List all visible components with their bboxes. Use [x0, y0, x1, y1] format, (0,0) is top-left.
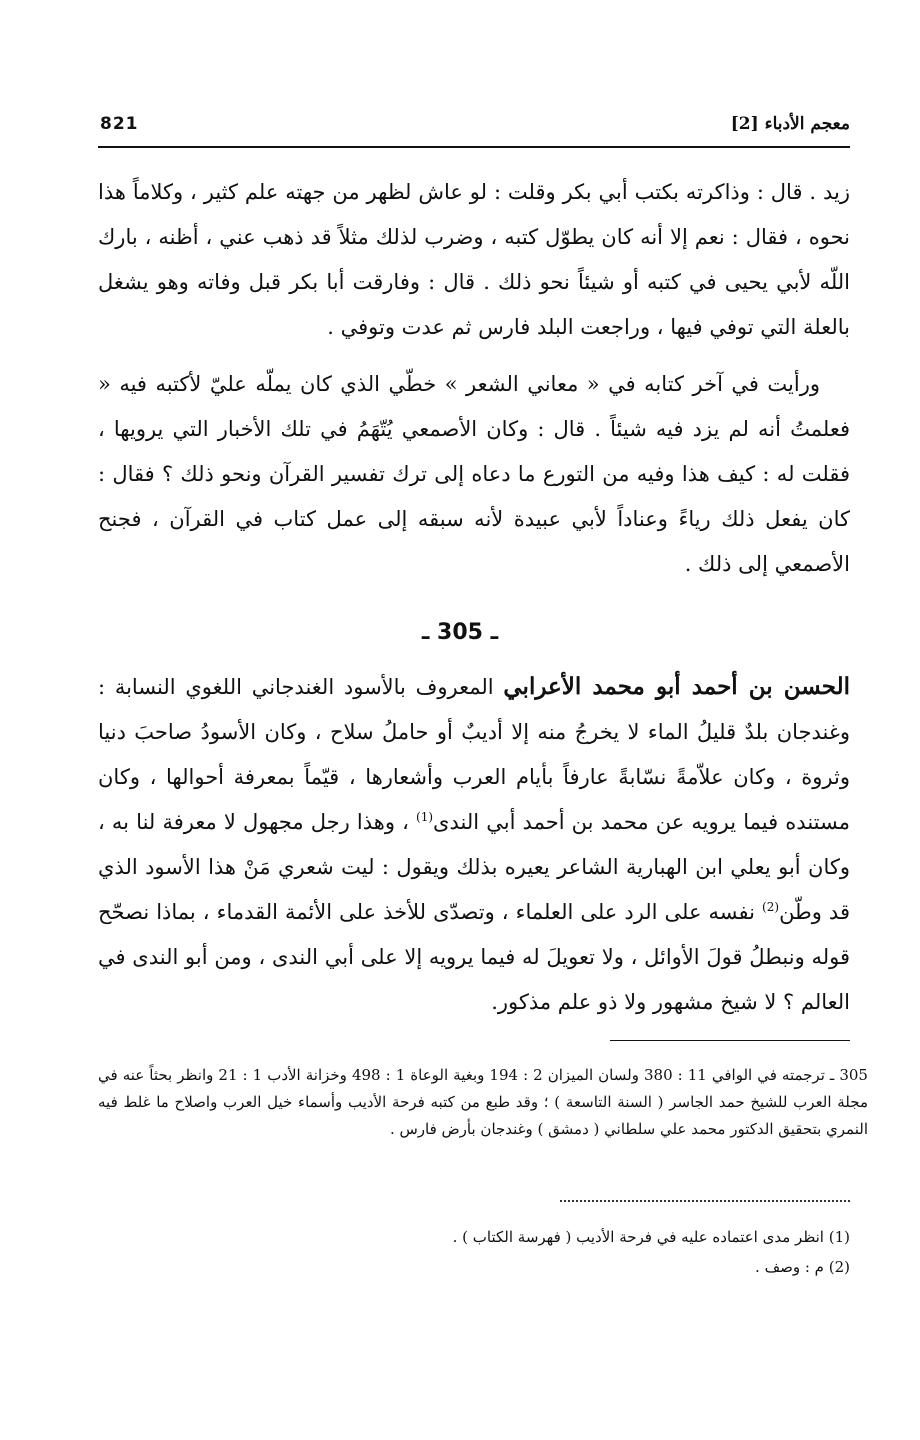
footnote-2: (2) م : وصف . [755, 1258, 850, 1276]
biography-name: الحسن بن أحمد أبو محمد الأعرابي [503, 673, 850, 700]
reference-note: 305 ـ ترجمته في الوافي 11 : 380 ولسان الميزان 2 : 194 وبغية الوعاة 1 : 498 وخزانة الأدب 1 : 21 وانظر بحثاً عنه في مجلة العرب للشيخ حمد الجاسر ( السنة التاسعة ) ؛ وقد طبع من كتبه فرحة الأديب وأسماء خيل العرب واصلاح ما غلط فيه النمري بتحقيق الدكتور محمد علي سلطاني ( دمشق ) وغندجان بأرض فارس . [98, 1066, 868, 1138]
footnote-marker-2: (2) [762, 900, 780, 914]
biography-paragraph [98, 664, 850, 1025]
biography-text-a: المعروف بالأسود الغندجاني اللغوي النسابة : وغندجان بلدٌ قليلُ الماء لا يخرجُ منه إلا أديبٌ أو حاملُ سلاح ، وكان الأسودُ صاحبَ دنيا وثروة ، وكان علاّمةً نسّابةً عارفاً بأيام العرب وأشعارها ، قيّماً بمعرفة أحوالها ، وكان مستنده فيما يرويه عن محمد بن أحمد أبي الندى [98, 675, 851, 834]
footnote-marker-1: (1) [416, 810, 434, 824]
entry-number: ـ 305 ـ [421, 620, 499, 645]
footnote-1: (1) انظر مدى اعتماده عليه في فرحة الأديب ( فهرسة الكتاب ) . [452, 1228, 850, 1246]
dotted-separator [560, 1200, 850, 1202]
page-number: 821 [100, 114, 139, 134]
footnote-separator [610, 1040, 850, 1041]
paragraph-book-note: ورأيت في آخر كتابه في « معاني الشعر » خطّي الذي كان يملّه عليّ لأكتبه فيه « فعلمتُ أنه لم يزد فيه شيئاً . قال : وكان الأصمعي يُتّهَمُ في تلك الأخبار التي يرويها ، فقلت له : كيف هذا وفيه من التورع ما دعاه إلى ترك تفسير القرآن ونحو ذلك ؟ فقال : كان يفعل ذلك رياءً وعناداً لأبي عبيدة لأنه سبقه إلى عمل كتاب في القرآن ، فجنح الأصمعي إلى ذلك . [98, 372, 850, 576]
footnotes [98, 1222, 850, 1282]
header-rule [98, 146, 850, 148]
book-title: معجم الأدباء [2] [730, 114, 850, 134]
paragraph-continued: زيد . قال : وذاكرته بكتب أبي بكر وقلت : لو عاش لظهر من جهته علم كثير ، وكلاماً هذا نحوه ، فقال : نعم إلا أنه كان يطوّل كتبه ، وضرب لذلك مثلاً قد ذهب عني ، أظنه ، بارك اللّه لأبي يحيى في كتبه أو شيئاً نحو ذلك . قال : وفارقت أبا بكر قبل وفاته وهو يشغل بالعلة التي توفي فيها ، وراجعت البلد فارس ثم عدت وتوفي . [98, 180, 850, 339]
biography-text-c: نفسه على الرد على العلماء ، وتصدّى للأخذ على الأئمة القدماء ، بماذا نصحّح قوله ونبطلُ قولَ الأوائل ، ولا تعويلَ له فيما يرويه إلا على أبي الندى ، ومن أبو الندى في العالم ؟ لا شيخ مشهور ولا ذو علم مذكور. [98, 900, 850, 1014]
biography-text-b: ، وهذا رجل مجهول لا معرفة لنا به ، وكان أبو يعلي ابن الهبارية الشاعر يعيره بذلك ويقول : ليت شعري مَنْ هذا الأسود الذي قد وطّن [98, 810, 850, 924]
running-header [98, 110, 850, 146]
